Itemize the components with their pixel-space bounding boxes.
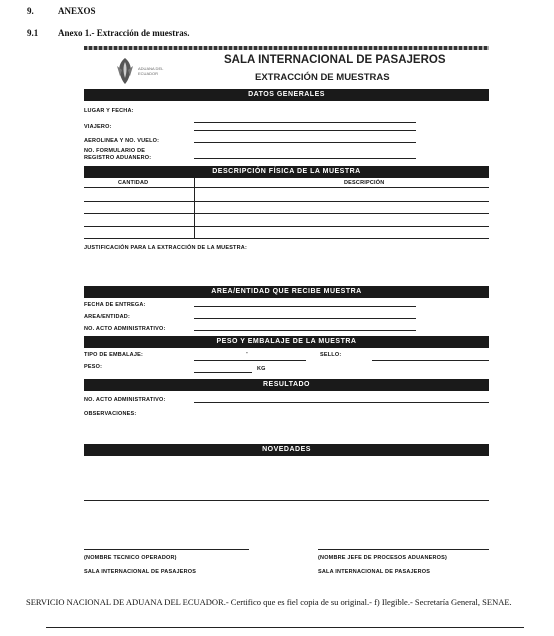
section-number: 9. (27, 6, 34, 16)
line-tipo-embalaje[interactable] (194, 360, 306, 361)
form-title-line1: SALA INTERNACIONAL DE PASAJEROS (224, 54, 446, 66)
table-row-line[interactable] (84, 201, 489, 202)
footer-rule (46, 627, 524, 628)
label-formulario-1: NO. FORMULARIO DE (84, 148, 146, 154)
label-observaciones: OBSERVACIONES: (84, 411, 137, 417)
line-viajero[interactable] (194, 130, 416, 131)
label-area-entidad: AREA/ENTIDAD: (84, 314, 130, 320)
signature-right-name: (NOMBRE JEFE DE PROCESOS ADUANEROS) (318, 555, 448, 561)
line-aerolinea[interactable] (194, 142, 416, 143)
table-row-line[interactable] (84, 226, 489, 227)
label-formulario-2: REGISTRO ADUANERO: (84, 155, 152, 161)
col-header-descripcion: DESCRIPCIÓN (344, 180, 385, 186)
col-header-cantidad: CANTIDAD (118, 180, 149, 186)
line-novedades[interactable] (84, 500, 489, 501)
signature-left-name: (NOMBRE TECNICO OPERADOR) (84, 555, 177, 561)
line-area-entidad[interactable] (194, 318, 416, 319)
line-acto-administrativo-2[interactable] (194, 402, 489, 403)
table-column-divider (194, 178, 195, 238)
label-fecha-entrega: FECHA DE ENTREGA: (84, 302, 146, 308)
signature-line-left[interactable] (84, 549, 249, 550)
label-kg: KG (257, 366, 266, 372)
line-lugar-fecha[interactable] (194, 122, 416, 123)
signature-right-place: SALA INTERNACIONAL DE PASAJEROS (318, 569, 431, 575)
label-peso: PESO: (84, 364, 103, 370)
table-header-line (84, 187, 489, 188)
signature-line-right[interactable] (318, 549, 489, 550)
line-fecha-entrega[interactable] (194, 306, 416, 307)
subsection-title: Anexo 1.- Extracción de muestras. (58, 28, 190, 38)
label-tipo-embalaje: TIPO DE EMBALAJE: (84, 352, 144, 358)
senae-logo (114, 54, 180, 88)
label-sello: SELLO: (320, 352, 342, 358)
form-top-border (84, 46, 489, 50)
tipo-embalaje-dash: - (246, 350, 249, 356)
section-title: ANEXOS (58, 6, 96, 16)
section-bar-peso-embalaje: PESO Y EMBALAJE DE LA MUESTRA (84, 336, 489, 348)
line-acto-administrativo[interactable] (194, 330, 416, 331)
label-acto-administrativo-2: NO. ACTO ADMINISTRATIVO: (84, 397, 166, 403)
section-bar-area-entidad: AREA/ENTIDAD QUE RECIBE MUESTRA (84, 286, 489, 298)
subsection-number: 9.1 (27, 28, 39, 38)
line-formulario[interactable] (194, 158, 416, 159)
condor-logo-icon (114, 56, 136, 86)
line-peso[interactable] (194, 372, 252, 373)
section-bar-resultado: RESULTADO (84, 379, 489, 391)
logo-text-line1: ADUANA DEL (138, 66, 164, 71)
certification-footer: SERVICIO NACIONAL DE ADUANA DEL ECUADOR.- Certifico que es fiel copia de su original.- f) Ilegible.- Secretaría General, SENAE. (26, 597, 512, 607)
label-acto-administrativo: NO. ACTO ADMINISTRATIVO: (84, 326, 166, 332)
label-aerolinea: AEROLINEA Y NO. VUELO: (84, 138, 160, 144)
label-justificacion: JUSTIFICACIÓN PARA LA EXTRACCIÓN DE LA MUESTRA: (84, 245, 247, 251)
table-row-line[interactable] (84, 238, 489, 239)
signature-left-place: SALA INTERNACIONAL DE PASAJEROS (84, 569, 197, 575)
section-bar-novedades: NOVEDADES (84, 444, 489, 456)
label-viajero: VIAJERO: (84, 124, 112, 130)
form-title-line2: EXTRACCIÓN DE MUESTRAS (255, 72, 390, 83)
table-row-line[interactable] (84, 213, 489, 214)
section-bar-descripcion: DESCRIPCIÓN FÍSICA DE LA MUESTRA (84, 166, 489, 178)
label-lugar-fecha: LUGAR Y FECHA: (84, 108, 134, 114)
line-sello[interactable] (372, 360, 489, 361)
logo-text-line2: ECUADOR (138, 71, 159, 76)
section-bar-datos-generales: DATOS GENERALES (84, 89, 489, 101)
